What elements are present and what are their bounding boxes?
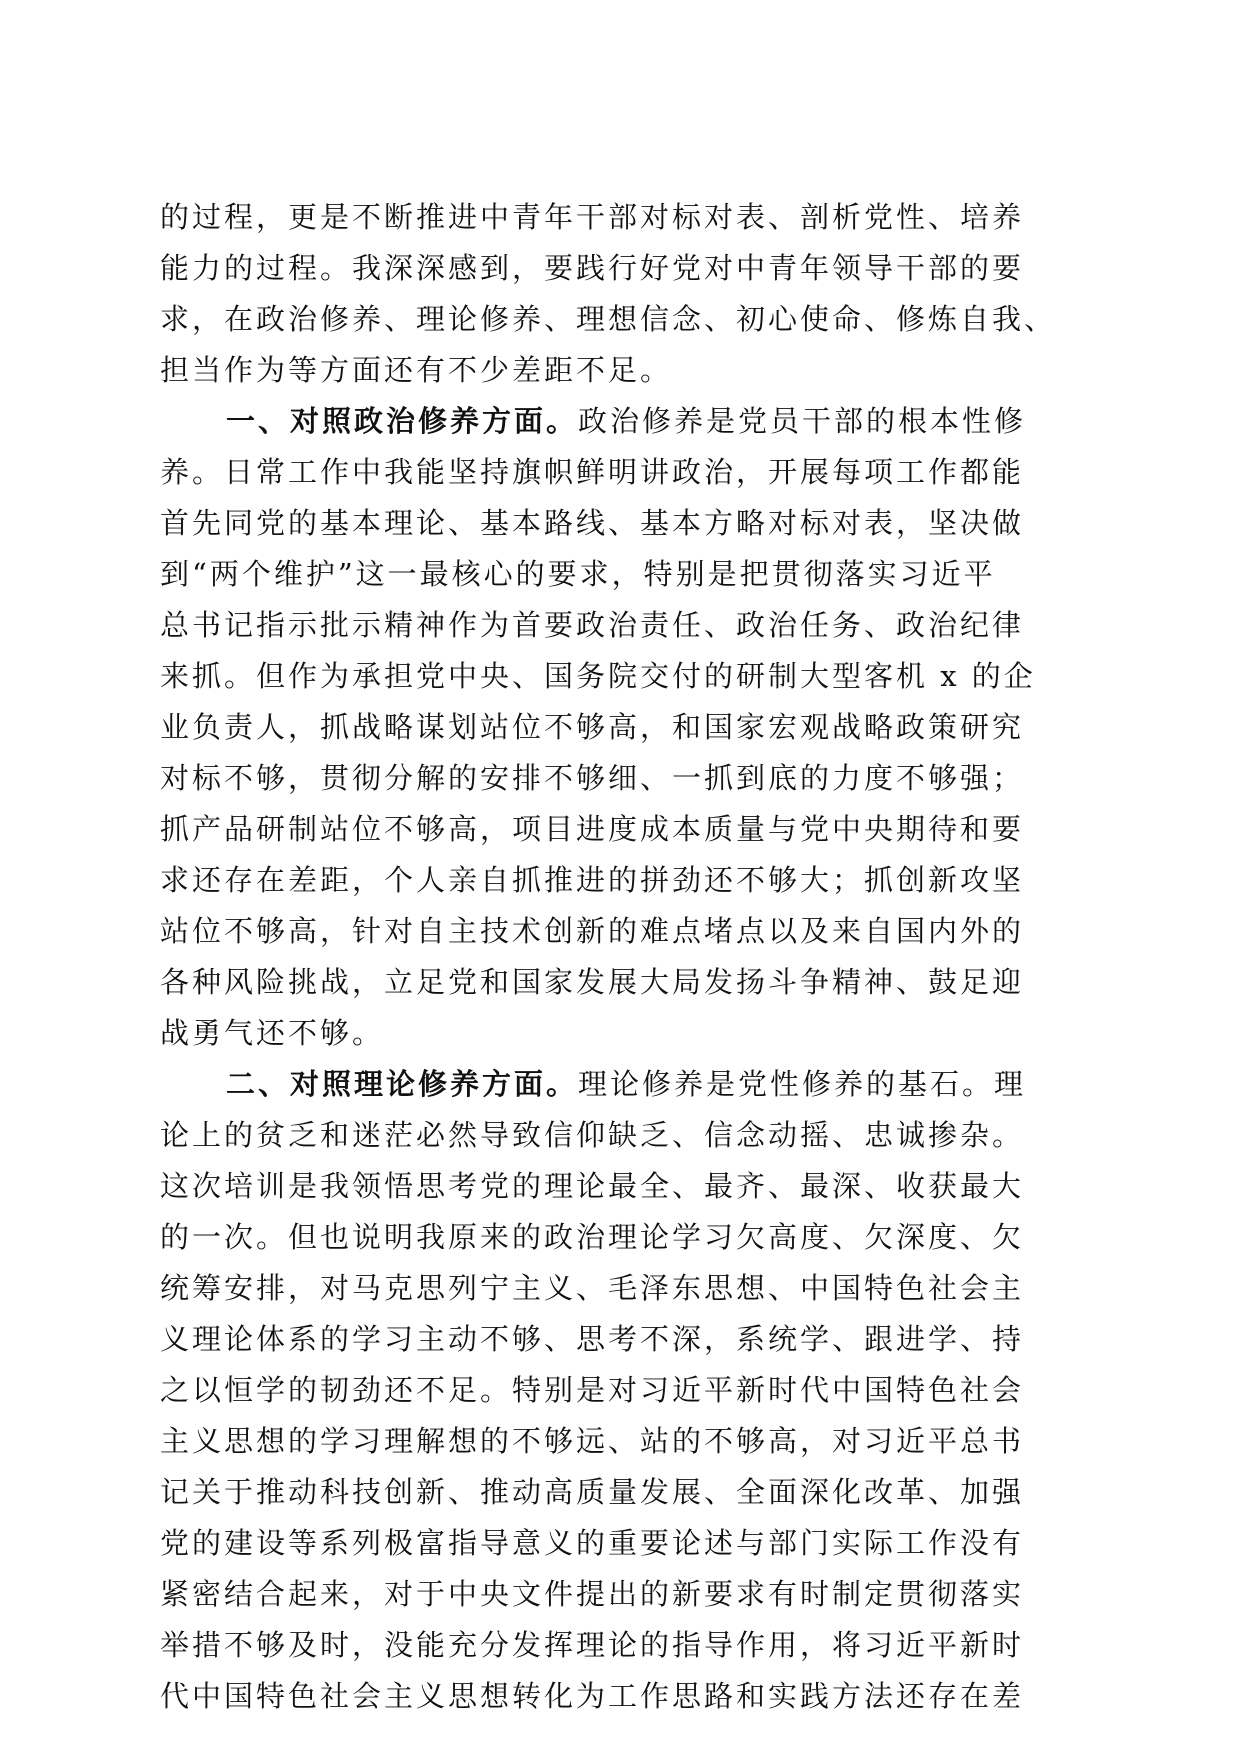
- paragraph-line: 论上的贫乏和迷茫必然导致信仰缺乏、信念动摇、忠诚掺杂。: [160, 1118, 1025, 1152]
- paragraph-line: 首先同党的基本理论、基本路线、基本方略对标对表，坚决做: [160, 506, 1025, 540]
- paragraph-line: 业负责人，抓战略谋划站位不够高，和国家宏观战略政策研究: [160, 710, 1025, 744]
- paragraph-line: 这次培训是我领悟思考党的理论最全、最齐、最深、收获最大: [160, 1169, 1025, 1203]
- section-first-line: [226, 396, 1026, 447]
- paragraph-line: 站位不够高，针对自主技术创新的难点堵点以及来自国内外的: [160, 914, 1025, 948]
- paragraph-line: 来抓。但作为承担党中央、国务院交付的研制大型客机 x 的企: [160, 659, 1036, 693]
- paragraph-line: 紧密结合起来，对于中央文件提出的新要求有时制定贯彻落实: [160, 1577, 1025, 1611]
- paragraph-line: 求还存在差距，个人亲自抓推进的拼劲还不够大；抓创新攻坚: [160, 863, 1025, 897]
- paragraph-line: 求，在政治修养、理论修养、理想信念、初心使命、修炼自我、: [160, 302, 1057, 336]
- section-heading: 二、对照理论修养方面。: [226, 1067, 579, 1101]
- paragraph-line: 统筹安排，对马克思列宁主义、毛泽东思想、中国特色社会主: [160, 1271, 1025, 1305]
- paragraph-line: 养。日常工作中我能坚持旗帜鲜明讲政治，开展每项工作都能: [160, 455, 1025, 489]
- paragraph-line: 抓产品研制站位不够高，项目进度成本质量与党中央期待和要: [160, 812, 1025, 846]
- paragraph-line: 总书记指示批示精神作为首要政治责任、政治任务、政治纪律: [160, 608, 1025, 642]
- paragraph-line: 到“两个维护”这一最核心的要求，特别是把贯彻落实习近平: [160, 557, 996, 591]
- paragraph-line: 举措不够及时，没能充分发挥理论的指导作用，将习近平新时: [160, 1628, 1025, 1662]
- paragraph-line: 义理论体系的学习主动不够、思考不深，系统学、跟进学、持: [160, 1322, 1025, 1356]
- paragraph-line: 的一次。但也说明我原来的政治理论学习欠高度、欠深度、欠: [160, 1220, 1025, 1254]
- section-first-line: [226, 1059, 1026, 1110]
- paragraph-line: 对标不够，贯彻分解的安排不够细、一抓到底的力度不够强；: [160, 761, 1025, 795]
- paragraph-line: 主义思想的学习理解想的不够远、站的不够高，对习近平总书: [160, 1424, 1025, 1458]
- paragraph-line: 记关于推动科技创新、推动高质量发展、全面深化改革、加强: [160, 1475, 1025, 1509]
- paragraph-line: 代中国特色社会主义思想转化为工作思路和实践方法还存在差: [160, 1679, 1025, 1713]
- paragraph-line: 各种风险挑战，立足党和国家发展大局发扬斗争精神、鼓足迎: [160, 965, 1025, 999]
- paragraph-line: 战勇气还不够。: [160, 1016, 385, 1050]
- section-first-line-text: 政治修养是党员干部的根本性修: [578, 404, 1027, 438]
- paragraph-line: 的过程，更是不断推进中青年干部对标对表、剖析党性、培养: [160, 200, 1025, 234]
- paragraph-line: 党的建设等系列极富指导意义的重要论述与部门实际工作没有: [160, 1526, 1025, 1560]
- section-heading: 一、对照政治修养方面。: [226, 404, 579, 438]
- section-first-line-text: 理论修养是党性修养的基石。理: [578, 1067, 1027, 1101]
- paragraph-line: 担当作为等方面还有不少差距不足。: [160, 353, 673, 387]
- paragraph-line: 之以恒学的韧劲还不足。特别是对习近平新时代中国特色社会: [160, 1373, 1025, 1407]
- paragraph-line: 能力的过程。我深深感到，要践行好党对中青年领导干部的要: [160, 251, 1025, 285]
